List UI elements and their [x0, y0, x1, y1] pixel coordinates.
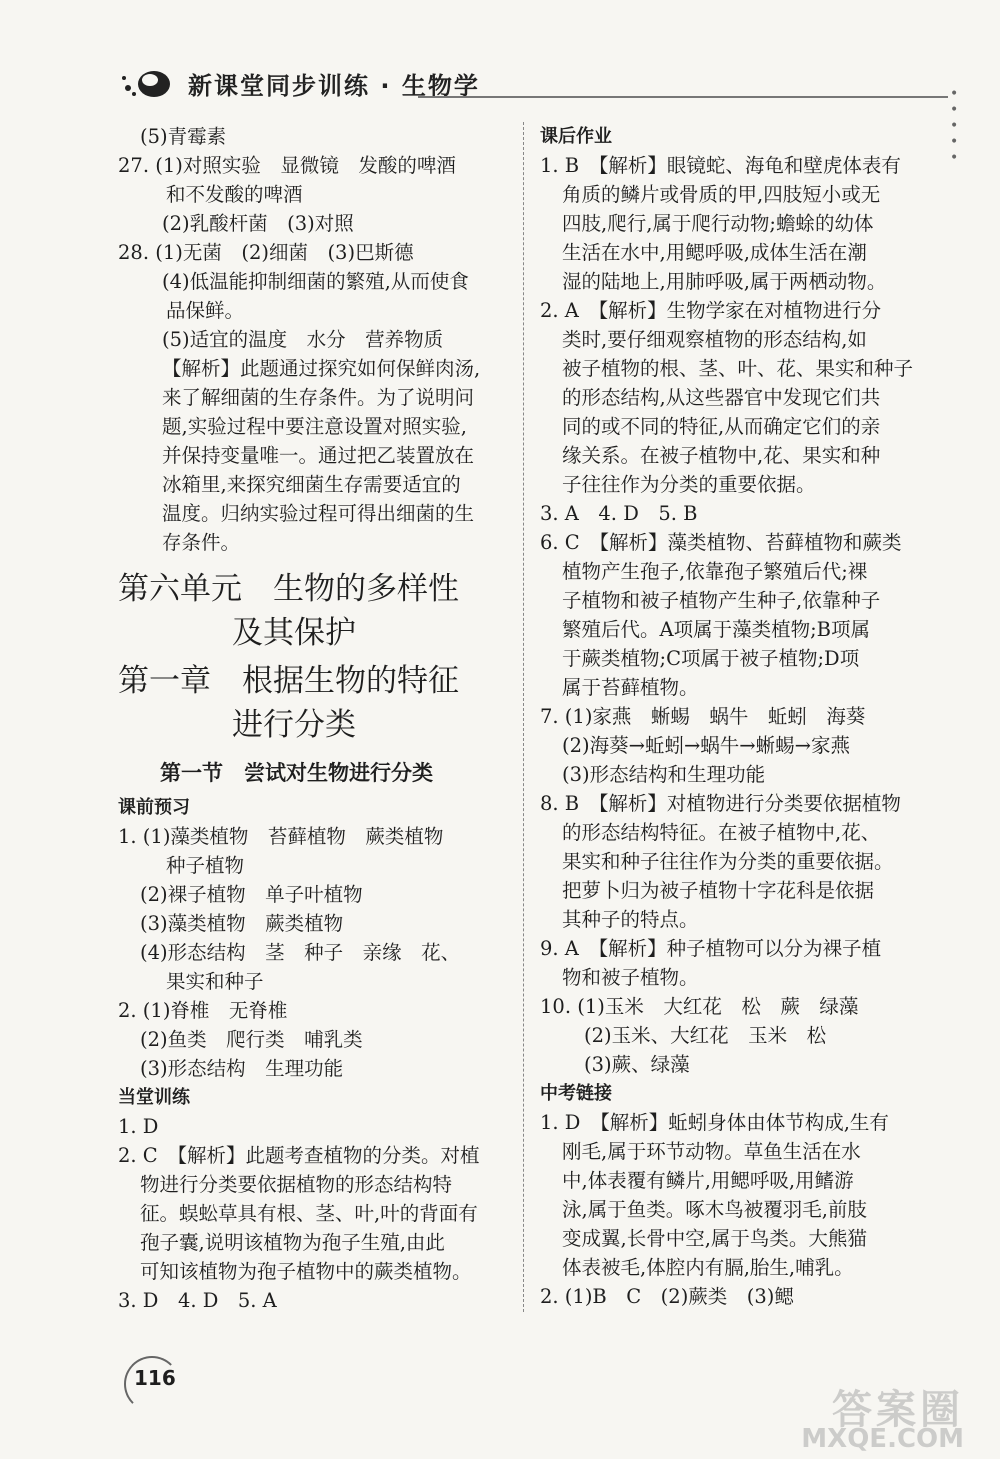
page-number	[124, 1356, 184, 1400]
text-line: 可知该植物为孢子植物中的蕨类植物。	[140, 1260, 472, 1283]
text-line: 2. A 【解析】生物学家在对植物进行分	[540, 299, 882, 322]
text-line: 中,体表覆有鳞片,用鳃呼吸,用鳍游	[562, 1169, 854, 1192]
text-line: 品保鲜。	[166, 299, 245, 322]
book-logo-icon	[118, 66, 178, 100]
text-line: 9. A 【解析】种子植物可以分为裸子植	[540, 937, 882, 960]
watermark	[714, 1378, 974, 1454]
header-rule	[418, 96, 948, 98]
text-line: 湿的陆地上,用肺呼吸,属于两栖动物。	[562, 270, 887, 293]
text-line: 征。蜈蚣草具有根、茎、叶,叶的背面有	[140, 1202, 478, 1225]
text-line: 3. D 4. D 5. A	[118, 1289, 277, 1312]
text-line: (5)适宜的温度 水分 营养物质	[162, 328, 444, 351]
text-line: 同的或不同的特征,从而确定它们的亲	[562, 415, 881, 438]
text-line: (2)裸子植物 单子叶植物	[140, 883, 363, 906]
text-line: (3)蕨、绿藻	[584, 1053, 690, 1076]
section-heading: 当堂训练	[118, 1087, 190, 1108]
text-line: 8. B 【解析】对植物进行分类要依据植物	[540, 792, 901, 815]
right-column	[540, 122, 914, 1311]
chapter-title: 第一章 根据生物的特征	[118, 663, 459, 699]
text-line: 孢子囊,说明该植物为孢子生殖,由此	[140, 1231, 445, 1254]
text-line: 果实和种子	[166, 970, 264, 993]
text-line: 2. C 【解析】此题考查植物的分类。对植	[118, 1144, 480, 1167]
text-line: 27. (1)对照实验 显微镜 发酸的啤酒	[118, 154, 456, 177]
unit-title-line2: 及其保护	[232, 615, 356, 651]
section-title: 第一节 尝试对生物进行分类	[160, 761, 433, 785]
section-heading: 课后作业	[540, 126, 612, 147]
unit-title: 第六单元 生物的多样性	[118, 571, 459, 607]
column-divider	[523, 122, 524, 1312]
text-line: 变成翼,长骨中空,属于鸟类。大熊猫	[562, 1227, 867, 1250]
text-line: 植物产生孢子,依靠孢子繁殖后代;裸	[562, 560, 868, 583]
text-line: (3)形态结构 生理功能	[140, 1057, 344, 1080]
text-line: 28. (1)无菌 (2)细菌 (3)巴斯德	[118, 241, 414, 264]
text-line: 的形态结构特征。在被子植物中,花、	[562, 821, 881, 844]
text-line: 存条件。	[162, 531, 241, 554]
text-line: 四肢,爬行,属于爬行动物;蟾蜍的幼体	[562, 212, 874, 235]
text-line: 的形态结构,从这些器官中发现它们共	[562, 386, 881, 409]
left-column	[118, 122, 518, 1315]
text-line: 6. C 【解析】藻类植物、苔藓植物和蕨类	[540, 531, 902, 554]
text-line: 被子植物的根、茎、叶、花、果实和种子	[562, 357, 914, 380]
text-line: 7. (1)家燕 蜥蜴 蜗牛 蚯蚓 海葵	[540, 705, 866, 728]
text-line: 生活在水中,用鳃呼吸,成体生活在潮	[562, 241, 867, 264]
text-line: (3)形态结构和生理功能	[562, 763, 766, 786]
chapter-title-line2: 进行分类	[232, 707, 356, 743]
text-line: 子往往作为分类的重要依据。	[562, 473, 816, 496]
text-line: 属于苔藓植物。	[562, 676, 699, 699]
text-line: 1. (1)藻类植物 苔藓植物 蕨类植物	[118, 825, 444, 848]
text-line: 繁殖后代。A项属于藻类植物;B项属	[562, 618, 870, 641]
text-line: 种子植物	[166, 854, 245, 877]
text-line: 来了解细菌的生存条件。为了说明问	[162, 386, 475, 409]
text-line: (2)乳酸杆菌 (3)对照	[162, 212, 354, 235]
text-line: 物进行分类要依据植物的形态结构特	[140, 1173, 453, 1196]
text-line: 果实和种子往往作为分类的重要依据。	[562, 850, 894, 873]
text-line: 缘关系。在被子植物中,花、果实和种	[562, 444, 881, 467]
text-line: (4)形态结构 茎 种子 亲缘 花、	[140, 941, 461, 964]
text-line: 于蕨类植物;C项属于被子植物;D项	[562, 647, 860, 670]
text-line: 【解析】此题通过探究如何保鲜肉汤,	[162, 357, 481, 380]
text-line: (3)藻类植物 蕨类植物	[140, 912, 344, 935]
text-line: 刚毛,属于环节动物。草鱼生活在水	[562, 1140, 861, 1163]
section-heading: 中考链接	[540, 1083, 612, 1104]
text-line: 温度。归纳实验过程可得出细菌的生	[162, 502, 475, 525]
text-line: 10. (1)玉米 大红花 松 蕨 绿藻	[540, 995, 859, 1018]
text-line: (2)玉米、大红花 玉米 松	[584, 1024, 827, 1047]
text-line: 其种子的特点。	[562, 908, 699, 931]
page-number-text: 116	[134, 1366, 176, 1390]
text-line: 体表被毛,体腔内有膈,胎生,哺乳。	[562, 1256, 854, 1279]
text-line: 题,实验过程中要注意设置对照实验,	[162, 415, 467, 438]
book-series-title: 新课堂同步训练 · 生物学	[188, 72, 480, 100]
text-line: (4)低温能抑制细菌的繁殖,从而使食	[162, 270, 469, 293]
text-line: 泳,属于鱼类。啄木鸟被覆羽毛,前肢	[562, 1198, 867, 1221]
text-line: 2. (1)B C (2)蕨类 (3)鳃	[540, 1285, 794, 1308]
watermark-url: MXQE.COM	[801, 1424, 964, 1454]
text-line: 1. D 【解析】蚯蚓身体由体节构成,生有	[540, 1111, 889, 1134]
text-line: 子植物和被子植物产生种子,依靠种子	[562, 589, 881, 612]
text-line: 把萝卜归为被子植物十字花科是依据	[562, 879, 875, 902]
text-line: 1. B 【解析】眼镜蛇、海龟和壁虎体表有	[540, 154, 901, 177]
text-line: 1. D	[118, 1115, 159, 1138]
text-line: (5)青霉素	[140, 125, 227, 148]
text-line: 类时,要仔细观察植物的形态结构,如	[562, 328, 867, 351]
text-line: (2)海葵→蚯蚓→蜗牛→蜥蜴→家燕	[562, 734, 850, 757]
text-line: 3. A 4. D 5. B	[540, 502, 698, 525]
header-dots: • • • • •	[950, 86, 962, 166]
text-line: 物和被子植物。	[562, 966, 699, 989]
watermark-logo-text: 答案圈	[832, 1387, 964, 1433]
text-line: (2)鱼类 爬行类 哺乳类	[140, 1028, 363, 1051]
text-line: 角质的鳞片或骨质的甲,四肢短小或无	[562, 183, 881, 206]
text-line: 冰箱里,来探究细菌生存需要适宜的	[162, 473, 461, 496]
section-heading: 课前预习	[118, 797, 190, 818]
text-line: 2. (1)脊椎 无脊椎	[118, 999, 288, 1022]
text-line: 并保持变量唯一。通过把乙装置放在	[162, 444, 475, 467]
text-line: 和不发酸的啤酒	[166, 183, 303, 206]
